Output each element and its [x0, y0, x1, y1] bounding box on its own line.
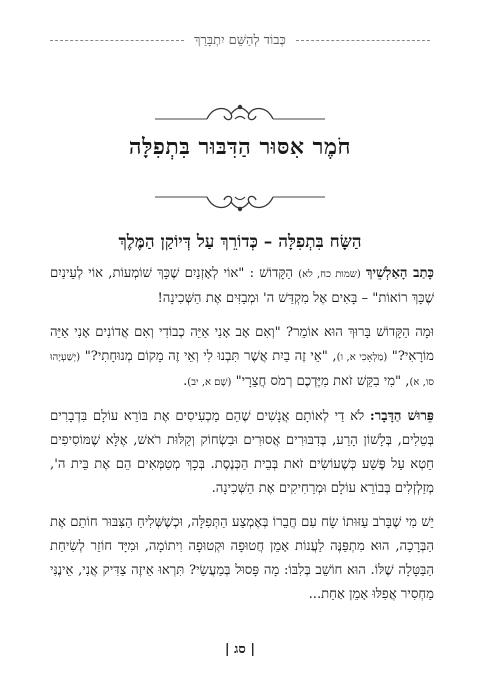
paragraph-4-text: יֵשׁ מִי שֶׁבָּרֹב עַזּוּתוֹ שָׂח עִם חֲבֵרוֹ בְּאֶמְצַע הַתְּפִלָּה, וּכְשֶׁשְּׁלִיחַ הַצִּבּוּר חוֹתֵם אֶת הַבְּרָכָה, הוּא מִתְפַּנֶּה לַעֲנוֹת אָמֵן חֲטוּפָה וּקְטוּפָה וִיתוֹמָה, וּמִיָּד חוֹזֵר לְשִׂיחַת הַבַּטָּלָה שֶׁלּוֹ. הוּא חוֹשֵׁב בְּלִבּוֹ: מָה פָּסוּל בְּמַעֲשַׂי? תִּרְאוּ אֵיזֶה צַדִּיק אֲנִי, אֵינֶנִּי מַחְסִיר אֲפִלּוּ אָמֵן אַחַת... — [50, 515, 434, 602]
paragraph-3-text: לֹא דַי לְאוֹתָם אֲנָשִׁים שֶׁהֵם מַכְעִיסִים אֶת בּוֹרֵא עוֹלָם בִּדְבָרִים בְּטֵלִים, בְּלָשׁוֹן הָרַע, בְּדִבּוּרִים אֲסוּרִים וּבִשְׂחוֹק וְקַלּוּת רֹאשׁ, אֶלָּא שֶׁמּוֹסִיפִים חֵטְא עַל פֶּשַׁע כְּשֶׁעוֹשִׂים זֹאת בְּבֵית הַכְּנֶסֶת. בְּכָךְ מְטַמְּאִים הֵם אֶת בֵּית ה', מְזַלְזְלִים בְּבוֹרֵא עוֹלָם וּמְרַחִיקִים אֶת הַשְּׁכִינָה. — [50, 409, 434, 496]
header-rule-left — [50, 40, 184, 41]
paragraph-2-source-1: (מַלְאָכִי א, ו) — [336, 352, 388, 363]
paragraph-1 — [50, 262, 434, 311]
flourish-bottom-icon — [155, 190, 325, 216]
paragraph-2-text-1: וּמָה הַקָּדוֹשׁ בָּרוּךְ הוּא אוֹמֵר? "וְאִם אָב אָנִי אַיֵּה כְבוֹדִי וְאִם אֲדוֹנִים אָנִי אַיֵּה מוֹרָאִי?" — [50, 325, 434, 364]
paragraph-3 — [50, 405, 434, 501]
paragraph-3-lead: פֵּרוּשׁ הַדָּבָר: — [369, 409, 434, 424]
page-number: | סג | — [224, 642, 256, 657]
ornament-top — [0, 100, 480, 126]
paragraph-4 — [50, 511, 434, 607]
paragraph-2-source-2: (יְשַׁעְיָהוּ סו, א) — [50, 352, 434, 388]
paragraph-2-text-2: , "אֵי זֶה בַיִת אֲשֶׁר תִּבְנוּ לִי וְאֵי זֶה מָקוֹם מְנוּחָתִי?" — [84, 349, 337, 364]
body-text — [50, 262, 434, 617]
paragraph-2 — [50, 321, 434, 395]
flourish-top-icon — [155, 100, 325, 126]
running-header — [50, 30, 430, 50]
ornament-bottom — [0, 190, 480, 216]
paragraph-2-end: . — [183, 374, 188, 389]
paragraph-2-source-3: (שָׁם א, יב) — [187, 377, 232, 388]
paragraph-1-text: הַקָּדוֹשׁ : "אוֹי לְאָזְנַיִם שֶׁכָּךְ שׁוֹמְעוֹת, אוֹי לְעֵינַיִם שֶׁכָּךְ רוֹאוֹת" – בָּאִים אֶל מִקְדַּשׁ ה' וּמְבַזִּים אֶת הַשְּׁכִינָה! — [50, 266, 434, 306]
paragraph-1-source: (שמות כח, לא) — [298, 269, 361, 280]
section-title: הַשָּׂח בִּתְפִלָּה – כְּדוֹרֵךְ עַל דְּיוֹקַן הַמֶּלֶךְ — [118, 232, 362, 252]
header-title: כְּבוֹד לְהַשֵּׁם יִתְבָּרַךְ — [194, 33, 286, 48]
header-rule-right — [296, 40, 430, 41]
paragraph-2-text-3: , "מִי בִקֵּשׁ זֹאת מִיֶּדְכֶם רְמֹס חֲצֵרָי" — [235, 374, 410, 389]
chapter-title: חֹמֶר אִסּוּר הַדִּבּוּר בִּתְפִלָּה — [128, 134, 352, 160]
paragraph-1-lead: כָּתַב הָאַלְשֵׁיךְ — [366, 266, 434, 281]
